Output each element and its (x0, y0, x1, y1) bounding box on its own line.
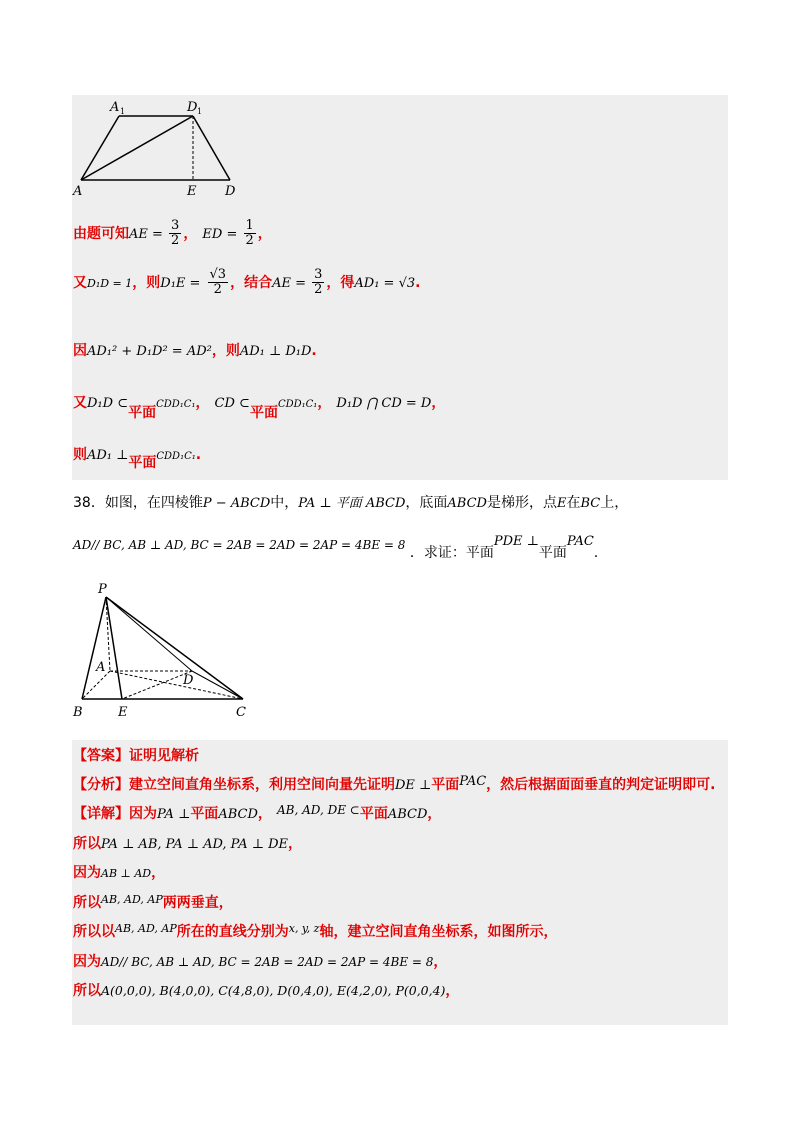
answer-line-7: 所以以$^{AB, AD, AP}$所在的直线分别为$^{x, y, z}$轴，建立空间直角坐标系，如图所示， (73, 922, 558, 940)
solution-line-1: 由题可知AE = $\frac{3}{2}$ ， ED = $\frac{1}{2}$ ， (73, 218, 272, 248)
answer-line-5: 因为AB ⊥ AD， (73, 865, 166, 881)
edge-pb (82, 597, 106, 699)
label-d: D (183, 673, 194, 688)
label-e: E (187, 184, 197, 199)
fraction-3-2-b: $\frac{3}{2}$ (314, 267, 323, 297)
label-c: C (236, 705, 246, 720)
solution-line-5: 则AD₁ ⊥平面CDD₁C₁. (73, 447, 202, 471)
answer-line-2: 【分析】建立空间直角坐标系，利用空间向量先证明DE ⊥平面$^{PAC}$，然后根据面面垂直的判定证明即可. (73, 774, 716, 793)
answer-line-8: 因为AD// BC, AB ⊥ AD, BC = 2AB = 2AD = 2AP = 4BE = 8， (73, 954, 448, 970)
edge-dc (192, 671, 243, 699)
answer-line-4: 所以PA ⊥ AB, PA ⊥ AD, PA ⊥ DE， (73, 836, 303, 852)
answer-line-3: 【详解】因为PA ⊥平面ABCD， $^{AB, AD, DE \subset}$平面ABCD， (73, 803, 442, 822)
problem-38-line-1: 38．如图，在四棱锥P − ABCD中，PA ⊥ 平面 ABCD，底面ABCD是梯形，点E在BC上， (73, 495, 629, 511)
trapezoid-edge-d1d (193, 116, 230, 180)
trapezoid-diagonal-ad1 (81, 116, 193, 180)
answer-line-9: 所以A(0,0,0), B(4,0,0), C(4,8,0), D(0,4,0), E(4,2,0), P(0,0,4)， (73, 983, 460, 999)
solution-line-2: 又D₁D = 1，则D₁E = $\frac{√3}{2}$ ，结合AE = $\frac{3}{2}$ ，得AD₁ = √3. (73, 267, 421, 297)
edge-ab (82, 671, 110, 699)
label-d1-sub: 1 (197, 107, 203, 116)
label-a1-sub: 1 (120, 107, 126, 116)
label-a: A (73, 184, 83, 199)
edge-pc (106, 597, 243, 699)
solution-line-4: 又D₁D ⊂平面CDD₁C₁， CD ⊂平面CDD₁C₁， D₁D ⋂ CD = D， (73, 395, 446, 421)
problem-38-line-2: AD// BC, AB ⊥ AD, BC = 2AB = 2AD = 2AP = 4BE = 8 ．求证：平面PDE ⊥平面PAC. (73, 534, 599, 561)
trapezoid-figure (72, 95, 272, 205)
solution-line-3: 因AD₁² + D₁D² = AD²，则AD₁ ⊥ D₁D. (73, 343, 317, 359)
label-a1: A (110, 100, 120, 115)
fraction-1-2: $\frac{1}{2}$ (245, 218, 254, 248)
fraction-sqrt3-2: $\frac{√3}{2}$ (209, 267, 227, 297)
label-b: B (73, 705, 83, 720)
label-p: P (98, 582, 107, 597)
label-e: E (118, 705, 128, 720)
label-a: A (96, 660, 106, 675)
answer-line-6: 所以$^{AB, AD, AP}$两两垂直， (73, 893, 233, 911)
label-d: D (225, 184, 236, 199)
fraction-3-2: $\frac{3}{2}$ (171, 218, 180, 248)
label-d1: D (187, 100, 198, 115)
pyramid-figure (70, 580, 270, 725)
edge-de (122, 671, 192, 699)
answer-line-1: 【答案】证明见解析 (73, 748, 199, 764)
trapezoid-edge-aa1 (81, 116, 119, 180)
edge-pd (106, 597, 192, 671)
